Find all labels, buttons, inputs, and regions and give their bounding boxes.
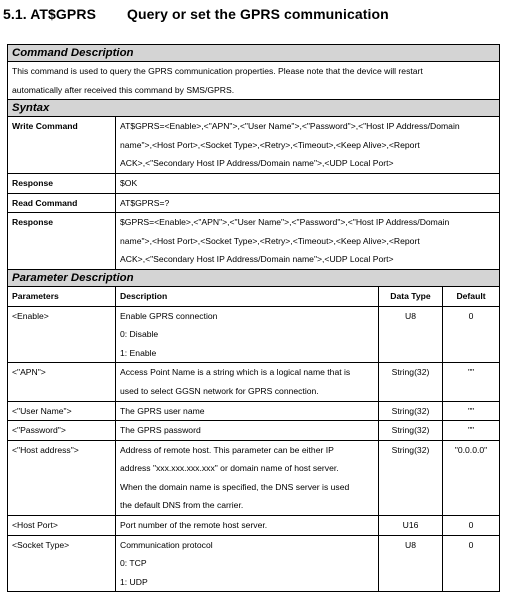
response-value: $OK bbox=[116, 173, 500, 193]
syntax-row-response bbox=[8, 173, 500, 193]
text-line: Port number of the remote host server. bbox=[120, 520, 268, 531]
parameter-name: <Socket Type> bbox=[8, 535, 116, 592]
parameter-description bbox=[116, 421, 379, 441]
parameter-default: 0 bbox=[443, 306, 500, 363]
response-value bbox=[116, 213, 500, 270]
table-row bbox=[8, 306, 500, 363]
table-row bbox=[8, 421, 500, 441]
text-line: used to select GGSN network for GPRS connection. bbox=[120, 385, 319, 396]
parameter-name: <"Password"> bbox=[8, 421, 116, 441]
table-row bbox=[8, 440, 500, 515]
section-title: Query or set the GPRS communication bbox=[127, 6, 389, 22]
read-command-label: Read Command bbox=[8, 193, 116, 213]
syntax-row-response-2 bbox=[8, 213, 500, 270]
table-row bbox=[8, 363, 500, 401]
data-type-column-header: Data Type bbox=[379, 286, 443, 306]
text-line: This command is used to query the GPRS communication properties. Please note that the device will restart bbox=[12, 66, 423, 76]
parameter-data-type: U8 bbox=[379, 306, 443, 363]
syntax-row-write bbox=[8, 117, 500, 174]
parameter-rows bbox=[8, 306, 500, 592]
text-line: AT$GPRS=<Enable>,<"APN">,<"User Name">,<"Password">,<"Host IP Address/Domain bbox=[120, 121, 460, 132]
parameter-description bbox=[116, 401, 379, 421]
parameter-default: "0.0.0.0" bbox=[443, 440, 500, 515]
text-line: Communication protocol bbox=[120, 539, 213, 550]
parameter-data-type: String(32) bbox=[379, 440, 443, 515]
parameter-name: <"User Name"> bbox=[8, 401, 116, 421]
parameter-name: <Host Port> bbox=[8, 516, 116, 536]
parameter-description bbox=[116, 516, 379, 536]
parameter-data-type: String(32) bbox=[379, 363, 443, 401]
parameter-default: "" bbox=[443, 401, 500, 421]
text-line: The GPRS user name bbox=[120, 405, 205, 416]
command-table bbox=[7, 44, 500, 592]
parameter-description bbox=[116, 440, 379, 515]
text-line: When the domain name is specified, the DNS server is used bbox=[120, 481, 350, 492]
parameter-default: 0 bbox=[443, 535, 500, 592]
text-line: ACK>,<"Secondary Host IP Address/Domain name">,<UDP Local Port> bbox=[120, 254, 394, 265]
text-line: 1: Enable bbox=[120, 347, 157, 358]
write-command-value bbox=[116, 117, 500, 174]
table-row bbox=[8, 535, 500, 592]
parameter-name: <"APN"> bbox=[8, 363, 116, 401]
text-line: 0: TCP bbox=[120, 558, 147, 569]
parameters-column-header: Parameters bbox=[8, 286, 116, 306]
command-description-text bbox=[8, 62, 500, 100]
text-line: name">,<Host Port>,<Socket Type>,<Retry>,<Timeout>,<Keep Alive>,<Report bbox=[120, 235, 420, 246]
text-line: name">,<Host Port>,<Socket Type>,<Retry>,<Timeout>,<Keep Alive>,<Report bbox=[120, 139, 420, 150]
response-label: Response bbox=[8, 173, 116, 193]
table-row bbox=[8, 516, 500, 536]
section-heading bbox=[3, 6, 389, 22]
parameter-data-type: U16 bbox=[379, 516, 443, 536]
parameter-default: 0 bbox=[443, 516, 500, 536]
default-column-header: Default bbox=[443, 286, 500, 306]
parameter-default: "" bbox=[443, 421, 500, 441]
text-line: The GPRS password bbox=[120, 425, 201, 436]
read-command-value: AT$GPRS=? bbox=[116, 193, 500, 213]
parameter-default: "" bbox=[443, 363, 500, 401]
parameter-header-row bbox=[8, 286, 500, 306]
text-line: Address of remote host. This parameter can be either IP bbox=[120, 444, 334, 455]
text-line: 0: Disable bbox=[120, 329, 159, 340]
text-line: automatically after received this command by SMS/GPRS. bbox=[12, 84, 235, 95]
parameter-data-type: String(32) bbox=[379, 421, 443, 441]
text-line: Access Point Name is a string which is a logical name that is bbox=[120, 367, 351, 378]
text-line: $GPRS=<Enable>,<"APN">,<"User Name">,<"Password">,<"Host IP Address/Domain bbox=[120, 217, 450, 228]
parameter-description-header: Parameter Description bbox=[8, 269, 500, 286]
text-line: 1: UDP bbox=[120, 576, 148, 587]
text-line: address "xxx.xxx.xxx.xxx" or domain name of host server. bbox=[120, 463, 339, 474]
text-line: Enable GPRS connection bbox=[120, 310, 218, 321]
text-line: the default DNS from the carrier. bbox=[120, 500, 244, 511]
parameter-description bbox=[116, 535, 379, 592]
description-column-header: Description bbox=[116, 286, 379, 306]
write-command-label: Write Command bbox=[8, 117, 116, 174]
parameter-name: <Enable> bbox=[8, 306, 116, 363]
section-number: 5.1. AT$GPRS bbox=[3, 6, 97, 22]
text-line: ACK>,<"Secondary Host IP Address/Domain name">,<UDP Local Port> bbox=[120, 158, 394, 169]
syntax-row-read bbox=[8, 193, 500, 213]
command-description-header: Command Description bbox=[8, 45, 500, 62]
parameter-data-type: U8 bbox=[379, 535, 443, 592]
parameter-data-type: String(32) bbox=[379, 401, 443, 421]
parameter-name: <"Host address"> bbox=[8, 440, 116, 515]
syntax-header: Syntax bbox=[8, 100, 500, 117]
parameter-description bbox=[116, 363, 379, 401]
table-row bbox=[8, 401, 500, 421]
parameter-description bbox=[116, 306, 379, 363]
response-label: Response bbox=[8, 213, 116, 270]
